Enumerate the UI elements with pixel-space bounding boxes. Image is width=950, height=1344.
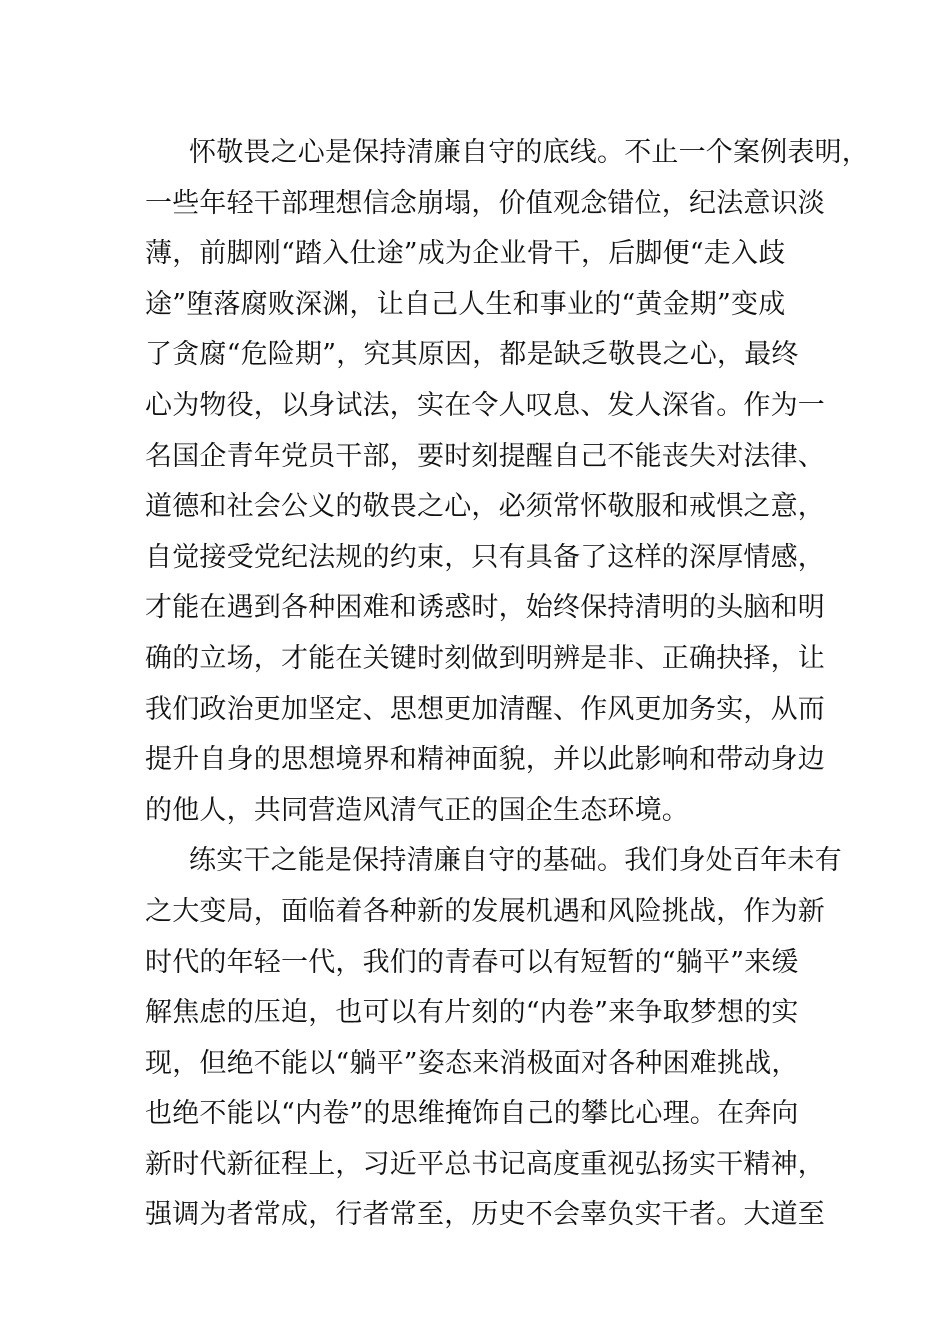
text-line: 练实干之能是保持清廉自守的基础。我们身处百年未有 bbox=[189, 845, 842, 877]
text-line: 了贪腐“危险期”，究其原因，都是缺乏敬畏之心，最终 bbox=[145, 339, 799, 371]
text-line: 时代的年轻一代，我们的青春可以有短暂的“躺平”来缓 bbox=[145, 946, 799, 978]
text-line: 才能在遇到各种困难和诱惑时，始终保持清明的头脑和明 bbox=[145, 592, 825, 624]
text-line: 我们政治更加坚定、思想更加清醒、作风更加务实，从而 bbox=[145, 693, 825, 725]
document-body bbox=[145, 128, 869, 1241]
text-line: 途”堕落腐败深渊，让自己人生和事业的“黄金期”变成 bbox=[145, 288, 786, 320]
text-line: 一些年轻干部理想信念崩塌，价值观念错位，纪法意识淡 bbox=[145, 187, 825, 219]
text-line: 也绝不能以“内卷”的思维掩饰自己的攀比心理。在奔向 bbox=[145, 1098, 799, 1130]
paragraph-practical-ability bbox=[145, 836, 842, 1241]
text-line: 新时代新征程上，习近平总书记高度重视弘扬实干精神， bbox=[145, 1148, 825, 1180]
text-line: 现，但绝不能以“躺平”姿态来消极面对各种困难挑战， bbox=[145, 1047, 799, 1079]
text-line: 心为物役，以身试法，实在令人叹息、发人深省。作为一 bbox=[145, 389, 825, 421]
text-line: 之大变局，面临着各种新的发展机遇和风险挑战，作为新 bbox=[145, 895, 825, 927]
text-line: 的他人，共同营造风清气正的国企生态环境。 bbox=[145, 794, 689, 826]
text-line: 自觉接受党纪法规的约束，只有具备了这样的深厚情感， bbox=[145, 541, 825, 573]
text-line: 道德和社会公义的敬畏之心，必须常怀敬服和戒惧之意， bbox=[145, 491, 825, 523]
text-line: 提升自身的思想境界和精神面貌，并以此影响和带动身边 bbox=[145, 744, 825, 776]
text-line: 解焦虑的压迫，也可以有片刻的“内卷”来争取梦想的实 bbox=[145, 997, 799, 1029]
text-line: 强调为者常成，行者常至，历史不会辜负实干者。大道至 bbox=[145, 1199, 825, 1231]
text-line: 名国企青年党员干部，要时刻提醒自己不能丧失对法律、 bbox=[145, 440, 825, 472]
text-line: 薄，前脚刚“踏入仕途”成为企业骨干，后脚便“走入歧 bbox=[145, 238, 786, 270]
paragraph-reverence bbox=[145, 128, 869, 836]
text-line: 怀敬畏之心是保持清廉自守的底线。不止一个案例表明， bbox=[189, 137, 869, 168]
text-line: 确的立场，才能在关键时刻做到明辨是非、正确抉择，让 bbox=[145, 642, 825, 674]
